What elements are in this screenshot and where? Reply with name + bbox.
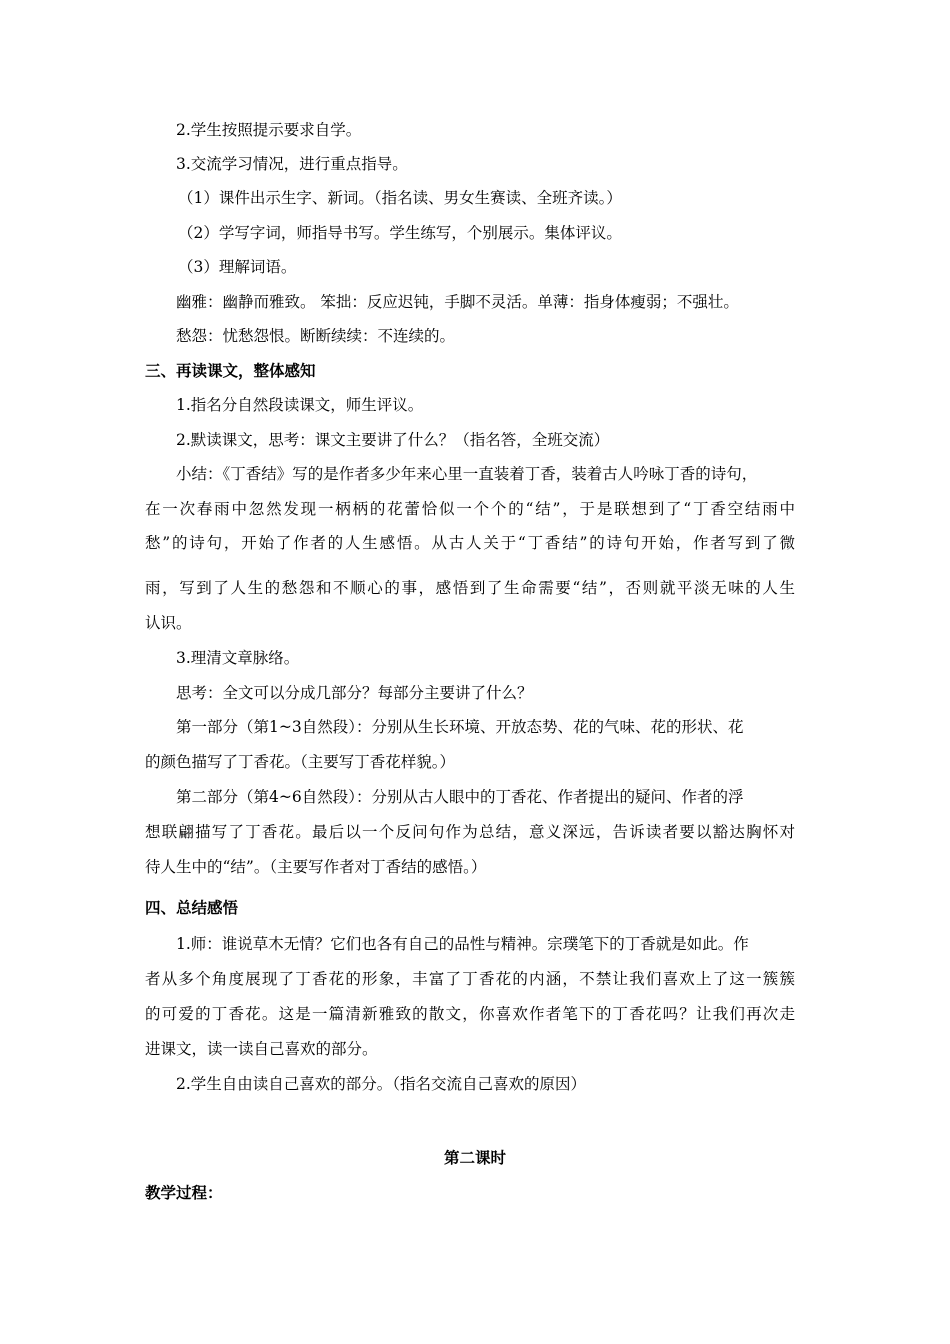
paragraph-exchange-guidance: 3.交流学习情况，进行重点指导。 — [176, 155, 408, 173]
part1-line-1: 第一部分（第1~3自然段）：分别从生长环境、开放态势、花的气味、花的形状、花 — [176, 718, 744, 736]
summary-line-5: 认识。 — [145, 614, 192, 632]
teacher-line-3: 的可爱的丁香花。这是一篇清新雅致的散文，你喜欢作者笔下的丁香花吗？让我们再次走 — [145, 1005, 795, 1023]
process-heading: 教学过程： — [145, 1183, 223, 1202]
paragraph-new-words: （1）课件出示生字、新词。（指名读、男女生赛读、全班齐读。） — [178, 189, 622, 207]
paragraph-word-definitions-1: 幽雅：幽静而雅致。 笨拙：反应迟钝，手脚不灵活。单薄：指身体瘦弱；不强壮。 — [176, 293, 739, 311]
part2-line-1: 第二部分（第4~6自然段）：分别从古人眼中的丁香花、作者提出的疑问、作者的浮 — [176, 788, 744, 806]
part1-line-2: 的颜色描写了丁香花。（主要写丁香花样貌。） — [145, 753, 456, 771]
teacher-line-1: 1.师：谁说草木无情？它们也各有自己的品性与精神。宗璞笔下的丁香就是如此。作 — [176, 935, 749, 953]
paragraph-think-question: 思考：全文可以分成几部分？每部分主要讲了什么？ — [176, 684, 533, 702]
paragraph-structure: 3.理清文章脉络。 — [176, 649, 300, 667]
paragraph-silent-reading: 2.默读课文，思考：课文主要讲了什么？（指名答，全班交流） — [176, 431, 610, 449]
paragraph-free-reading: 2.学生自由读自己喜欢的部分。（指名交流自己喜欢的原因） — [176, 1075, 587, 1093]
section-heading-summary: 四、总结感悟 — [145, 898, 239, 917]
summary-line-2: 在一次春雨中忽然发现一柄柄的花蕾恰似一个个的“结”，于是联想到了“丁香空结雨中 — [145, 500, 795, 518]
lesson-title: 第二课时 — [443, 1148, 506, 1167]
paragraph-understand-words: （3）理解词语。 — [178, 258, 297, 276]
paragraph-writing-practice: （2）学写字词，师指导书写。学生练写，个别展示。集体评议。 — [178, 224, 622, 242]
paragraph-self-study: 2.学生按照提示要求自学。 — [176, 121, 362, 139]
teacher-line-2: 者从多个角度展现了丁香花的形象，丰富了丁香花的内涵，不禁让我们喜欢上了这一簇簇 — [145, 970, 795, 988]
teacher-line-4: 进课文，读一读自己喜欢的部分。 — [145, 1040, 378, 1058]
paragraph-word-definitions-2: 愁怨：忧愁怨恨。断断续续：不连续的。 — [176, 327, 456, 345]
summary-line-1: 小结：《丁香结》写的是作者多少年来心里一直装着丁香，装着古人吟咏丁香的诗句， — [176, 465, 758, 483]
part2-line-2: 想联翩描写了丁香花。最后以一个反问句作为总结，意义深远，告诉读者要以豁达胸怀对 — [145, 823, 795, 841]
section-heading-reread: 三、再读课文，整体感知 — [145, 361, 316, 380]
part2-line-3: 待人生中的“结”。（主要写作者对丁香结的感悟。） — [145, 858, 487, 876]
summary-line-4: 雨，写到了人生的愁怨和不顺心的事，感悟到了生命需要“结”，否则就平淡无味的人生 — [145, 579, 795, 597]
paragraph-read-by-section: 1.指名分自然段读课文，师生评议。 — [176, 396, 424, 414]
summary-line-3: 愁”的诗句，开始了作者的人生感悟。从古人关于“丁香结”的诗句开始，作者写到了微 — [145, 534, 795, 552]
